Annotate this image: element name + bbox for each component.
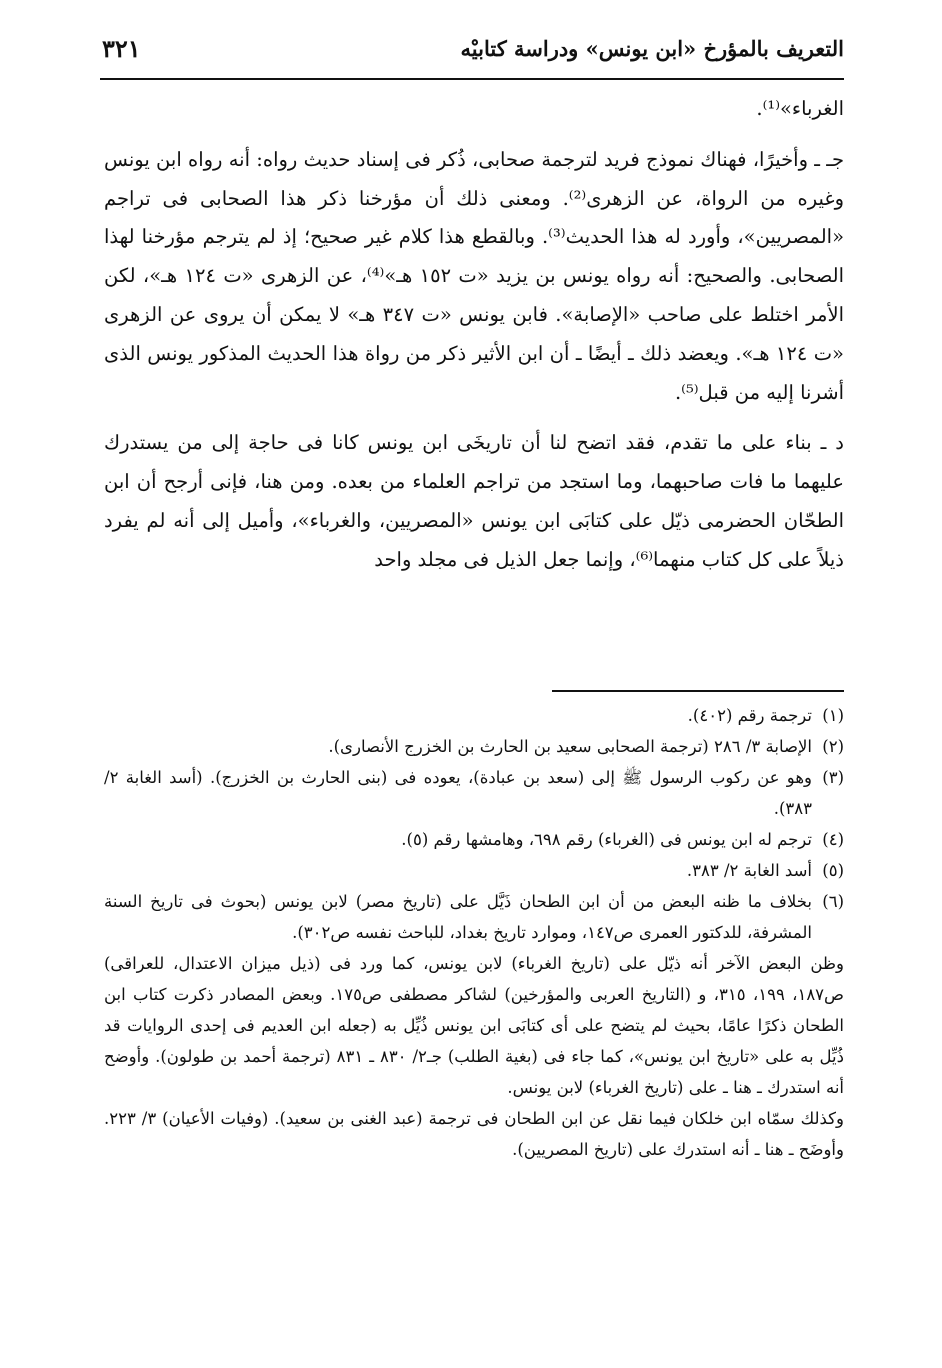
footnote-3	[104, 762, 844, 824]
footnote-text: الإصابة ٣/ ٢٨٦ (ترجمة الصحابى سعيد بن الحارث بن الخزرج الأنصارى).	[328, 737, 812, 756]
main-text	[104, 90, 844, 580]
footnote-6-continuation-2: وكذلك سمّاه ابن خلكان فيما نقل عن ابن الطحان فى ترجمة (عبد الغنى بن سعيد). (وفيات الأعيان) ٣/ ٢٢٣. وأوضَح ـ هنا ـ أنه استدرك على (تاريخ المصريين).	[104, 1109, 844, 1159]
footnote-2	[104, 731, 844, 762]
footnote-5	[104, 855, 844, 886]
footnote-text: ترجمة رقم (٤٠٢).	[687, 706, 812, 725]
footnote-6-continuation-1: وظن البعض الآخر أنه ذيّل على (تاريخ الغرباء) لابن يونس، كما ورد فى (ذيل ميزان الاعتدال، للعراقى) ص١٨٧، ١٩٩، ٣١٥، و (التاريخ العربى والمؤرخين) لشاكر مصطفى ص١٧٥. وبعض المصادر ذكرت كتاب ابن الطحان ذكرًا عامًا، بحيث لم يتضح على أى كتابَى ابن يونس ذُيِّل به (جعله ابن العديم فى إحدى الروايات قد ذُيِّل به على «تاريخ ابن يونس»، كما جاء فى (بغية الطلب) جـ٢/ ٨٣٠ ـ ٨٣١ (ترجمة أحمد بن طولون). وأوضح أنه استدرك ـ هنا ـ على (تاريخ الغرباء) لابن يونس.	[104, 954, 844, 1097]
paragraph-continuation: الغرباء»⁽¹⁾.	[756, 97, 844, 120]
page-number: ٣٢١	[102, 34, 141, 63]
footnote-text: أسد الغابة ٢/ ٣٨٣.	[686, 861, 812, 880]
paragraph-jim: جـ ـ وأخيرًا، فهناك نموذج فريد لترجمة صحابى، ذُكر فى إسناد حديث رواه: أنه رواه ابن يونس وغيره من الرواة، عن الزهرى⁽²⁾. ومعنى ذلك أن مؤرخنا ذكر هذا الصحابى فى تراجم «المصريين»، وأورد له هذا الحديث⁽³⁾. وبالقطع هذا كلام غير صحيح؛ إذ لم يترجم مؤرخنا لهذا الصحابى. والصحيح: أنه رواه يونس بن يزيد «ت ١٥٢ هـ»⁽⁴⁾، عن الزهرى «ت ١٢٤ هـ»، لكن الأمر اختلط على صاحب «الإصابة». فابن يونس «ت ٣٤٧ هـ» لا يمكن أن يروى عن الزهرى «ت ١٢٤ هـ». ويعضد ذلك ـ أيضًا ـ أن ابن الأثير ذكر من رواة هذا الحديث المذكور يونس الذى أشرنا إليه من قبل⁽⁵⁾.	[104, 147, 845, 404]
footnotes	[104, 700, 844, 1165]
footnote-text: ترجم له ابن يونس فى (الغرباء) رقم ٦٩٨، وهامشها رقم (٥).	[401, 830, 812, 849]
footnote-number: (٥)	[822, 861, 844, 880]
footnote-number: (١)	[822, 706, 844, 725]
footnote-1	[104, 700, 844, 731]
running-title: التعريف بالمؤرخ «ابن يونس» ودراسة كتابيْه	[460, 36, 844, 61]
paragraph-dal: د ـ بناء على ما تقدم، فقد اتضح لنا أن تاريخَى ابن يونس كانا فى حاجة إلى من يستدرك عليهما ما فات صاحبهما، وما استجد من تراجم العلماء من بعده. ومن هنا، فإنى أرجح أن ابن الطحّان الحضرمى ذيّل على كتابَى ابن يونس «المصريين، والغرباء»، وأميل إلى أنه لم يفرد ذيلاً على كل كتاب منهما⁽⁶⁾، وإنما جعل الذيل فى مجلد واحد	[104, 431, 844, 571]
footnote-text: بخلاف ما ظنه البعض من أن ابن الطحان ذَيَّل على (تاريخ مصر) لابن يونس (بحوث فى تاريخ السنة المشرفة، للدكتور العمرى ص١٤٧، وموارد تاريخ بغداد، للباحث نفسه ص٣٠٢).	[104, 892, 812, 942]
footnote-number: (٦)	[822, 892, 844, 911]
footnote-number: (٤)	[822, 830, 844, 849]
footnote-number: (٢)	[822, 737, 844, 756]
footnote-number: (٣)	[822, 768, 844, 787]
footnote-divider	[552, 690, 844, 692]
footnote-4	[104, 824, 844, 855]
footnote-text: وهو عن ركوب الرسول ﷺ إلى (سعد بن عبادة)، يعوده فى (بنى الحارث بن الخزرج). (أسد الغابة ٢/ ٣٨٣).	[104, 768, 812, 818]
footnote-6	[104, 886, 844, 948]
running-header	[100, 30, 844, 80]
